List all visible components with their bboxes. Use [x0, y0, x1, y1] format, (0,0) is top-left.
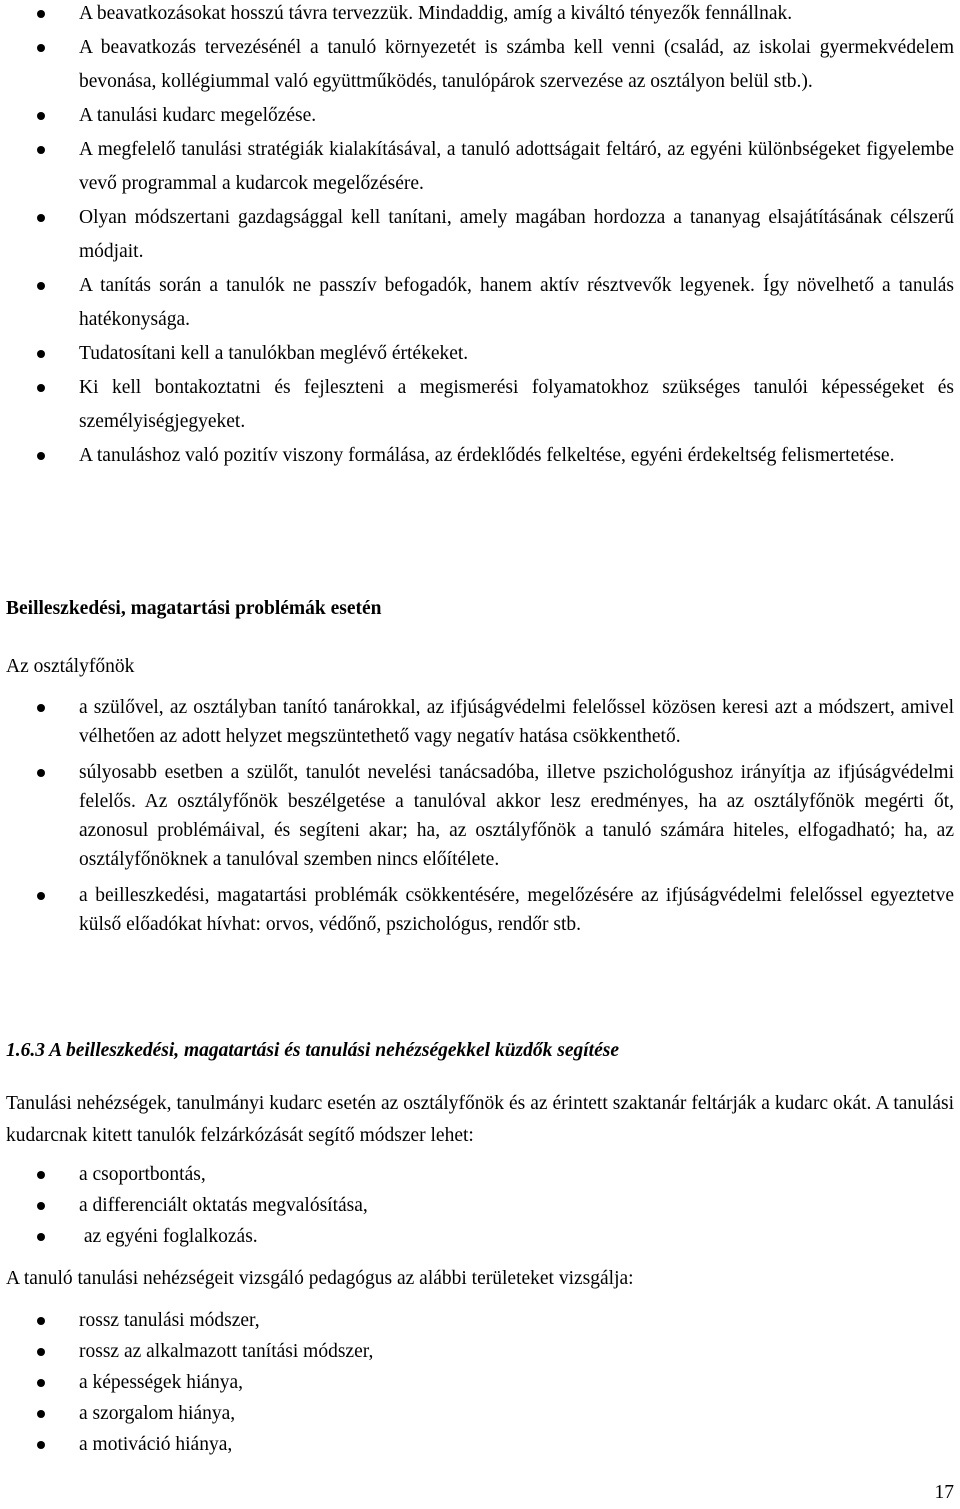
page-number: 17 — [934, 1482, 954, 1503]
list-item: súlyosabb esetben a szülőt, tanulót nevelési tanácsadóba, illetve pszichológushoz irányítja az ifjúságvédelmi felelős. Az osztályfőnök beszélgetése a tanulóval akkor lesz eredményes, ha az osztályfőnök megérti őt, azonosul problémáival, és segíteni akar; ha, az osztályfőnök a tanuló számára hiteles, elfogadható; ha, az osztályfőnöknek a tanulóval szemben nincs előítélete. — [0, 758, 960, 874]
subsection-heading: 1.6.3 A beilleszkedési, magatartási és tanulási nehézségekkel küzdők segítése — [6, 1040, 619, 1061]
paragraph: A tanuló tanulási nehézségeit vizsgáló pedagógus az alábbi területeket vizsgálja: — [6, 1268, 634, 1289]
list-item: rossz az alkalmazott tanítási módszer, — [0, 1337, 960, 1366]
list-item: a képességek hiánya, — [0, 1368, 960, 1397]
list-item: az egyéni foglalkozás. — [0, 1222, 960, 1251]
list-item: a beilleszkedési, magatartási problémák csökkentésére, megelőzésére az ifjúságvédelmi felelőssel egyeztetve külső előadókat hívhat: orvos, védőnő, pszichológus, rendőr stb. — [0, 881, 960, 939]
bullet-list-top — [0, 0, 960, 473]
list-item: A tanulási kudarc megelőzése. — [0, 99, 960, 133]
list-item: a szorgalom hiánya, — [0, 1399, 960, 1428]
list-item: A beavatkozás tervezésénél a tanuló környezetét is számba kell venni (család, az iskolai gyermekvédelem bevonása, kollégiummal való együttműködés, tanulópárok szervezése az osztályon belül stb.). — [0, 31, 960, 99]
list-item: Tudatosítani kell a tanulókban meglévő értékeket. — [0, 337, 960, 371]
bullet-list-areas — [0, 1306, 960, 1461]
list-item: A tanuláshoz való pozitív viszony formálása, az érdeklődés felkeltése, egyéni érdekeltség felismertetése. — [0, 439, 960, 473]
list-item: a differenciált oktatás megvalósítása, — [0, 1191, 960, 1220]
list-item: a motiváció hiánya, — [0, 1430, 960, 1459]
list-item: A tanítás során a tanulók ne passzív befogadók, hanem aktív résztvevők legyenek. Így növelhető a tanulás hatékonysága. — [0, 269, 960, 337]
list-item: Ki kell bontakoztatni és fejleszteni a megismerési folyamatokhoz szükséges tanulói képességeket és személyiségjegyeket. — [0, 371, 960, 439]
paragraph: Tanulási nehézségek, tanulmányi kudarc esetén az osztályfőnök és az érintett szaktanár feltárják a kudarc okát. A tanulási kudarcnak kitett tanulók felzárkózását segítő módszer lehet: — [6, 1093, 954, 1146]
list-item: a csoportbontás, — [0, 1160, 960, 1189]
intro-text: Az osztályfőnök — [6, 656, 135, 677]
list-item: rossz tanulási módszer, — [0, 1306, 960, 1335]
list-item: A megfelelő tanulási stratégiák kialakításával, a tanuló adottságait feltáró, az egyéni különbségeket figyelembe vevő programmal a kudarcok megelőzésére. — [0, 133, 960, 201]
list-item: a szülővel, az osztályban tanító tanárokkal, az ifjúságvédelmi felelőssel közösen keresi azt a módszert, amivel vélhetően az adott helyzet megszüntethető vagy negatív hatása csökkenthető. — [0, 693, 960, 751]
list-item: Olyan módszertani gazdagsággal kell tanítani, amely magában hordozza a tananyag elsajátításának célszerű módjait. — [0, 201, 960, 269]
section-heading: Beilleszkedési, magatartási problémák esetén — [6, 598, 382, 619]
bullet-list-section1 — [0, 693, 960, 946]
bullet-list-methods — [0, 1160, 960, 1253]
list-item: A beavatkozásokat hosszú távra tervezzük. Mindaddig, amíg a kiváltó tényezők fennállnak. — [0, 0, 960, 31]
